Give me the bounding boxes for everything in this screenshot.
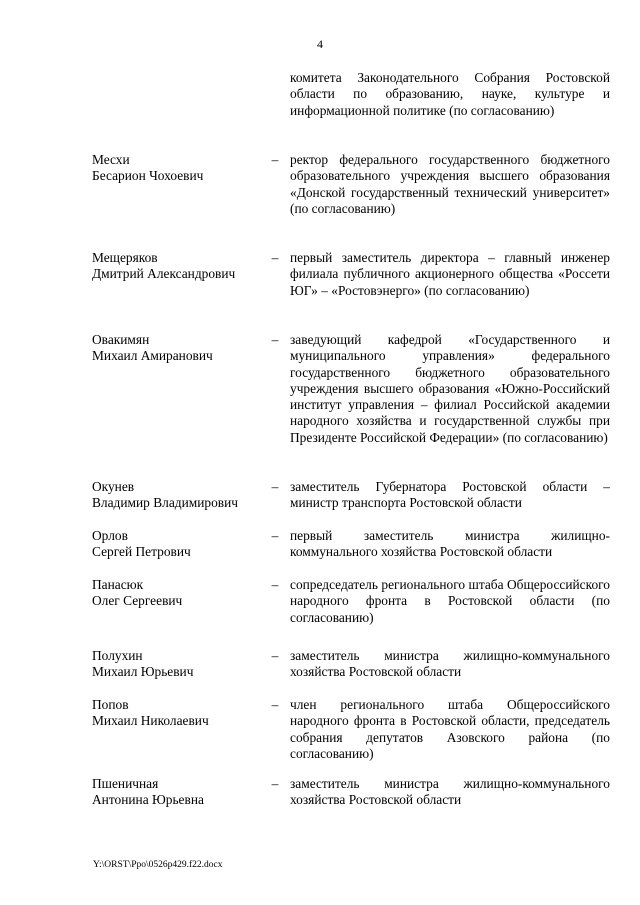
dash-separator: – [271,776,279,791]
member-surname: Пшеничная [92,776,159,791]
member-name [92,152,267,185]
member-given-name: Владимир Владимирович [92,495,239,511]
dash-separator: – [271,152,279,167]
dash-separator: – [271,577,279,592]
member-name [92,577,267,610]
page-number: 4 [317,37,323,51]
member-role: ректор федерального государственного бюджетного образовательного учреждения высшего образования «Донской государственный технический университет» (по согласованию) [290,152,610,216]
member-role: первый заместитель министра жилищно-коммунального хозяйства Ростовской области [290,528,610,560]
member-given-name: Олег Сергеевич [92,593,183,609]
continuation-text: комитета Законодательного Собрания Ростовской области по образованию, науке, культуре и информационной политике (по согласованию) [290,70,610,118]
member-given-name: Бесарион Чохоевич [92,168,204,184]
member-surname: Панасюк [92,577,144,592]
member-surname: Месхи [92,152,130,167]
member-role: заместитель министра жилищно-коммунального хозяйства Ростовской области [290,776,610,808]
dash-separator: – [271,697,279,712]
member-role: первый заместитель директора – главный инженер филиала публичного акционерного общества «Россети ЮГ» – «Ростовэнерго» (по согласованию) [290,250,610,298]
member-name [92,479,267,512]
dash-separator: – [271,528,279,543]
member-role: член регионального штаба Общероссийского народного фронта в Ростовской области, председатель собрания депутатов Азовского района (по согласованию) [290,697,610,761]
member-role: сопредседатель регионального штаба Общероссийского народного фронта в Ростовской области (по согласованию) [290,577,610,625]
member-role: заведующий кафедрой «Государственного и муниципального управления» федерального государственного бюджетного образовательного учреждения высшего образования «Южно-Российский институт управления – филиал Российской академии народного хозяйства и государственной службы при Президенте Российской Федерации» (по согласованию) [290,332,610,445]
member-given-name: Михаил Николаевич [92,713,209,729]
member-role: заместитель министра жилищно-коммунального хозяйства Ростовской области [290,648,610,680]
member-surname: Овакимян [92,332,150,347]
member-surname: Попов [92,697,129,712]
member-surname: Полухин [92,648,143,663]
dash-separator: – [271,479,279,494]
member-name [92,648,267,681]
member-surname: Орлов [92,528,128,543]
member-given-name: Михаил Юрьевич [92,664,194,680]
member-surname: Окунев [92,479,135,494]
member-surname: Мещеряков [92,250,158,265]
member-name [92,528,267,561]
member-given-name: Сергей Петрович [92,544,191,560]
member-given-name: Михаил Амиранович [92,348,213,364]
footer-file-path: Y:\ORST\Ppo\0526p429.f22.docx [93,860,223,870]
member-name [92,776,267,809]
member-name [92,250,267,283]
dash-separator: – [271,332,279,347]
dash-separator: – [271,250,279,265]
member-name [92,332,267,365]
dash-separator: – [271,648,279,663]
member-given-name: Дмитрий Александрович [92,266,236,282]
member-given-name: Антонина Юрьевна [92,792,204,808]
member-name [92,697,267,730]
member-role: заместитель Губернатора Ростовской области – министр транспорта Ростовской области [290,479,610,511]
